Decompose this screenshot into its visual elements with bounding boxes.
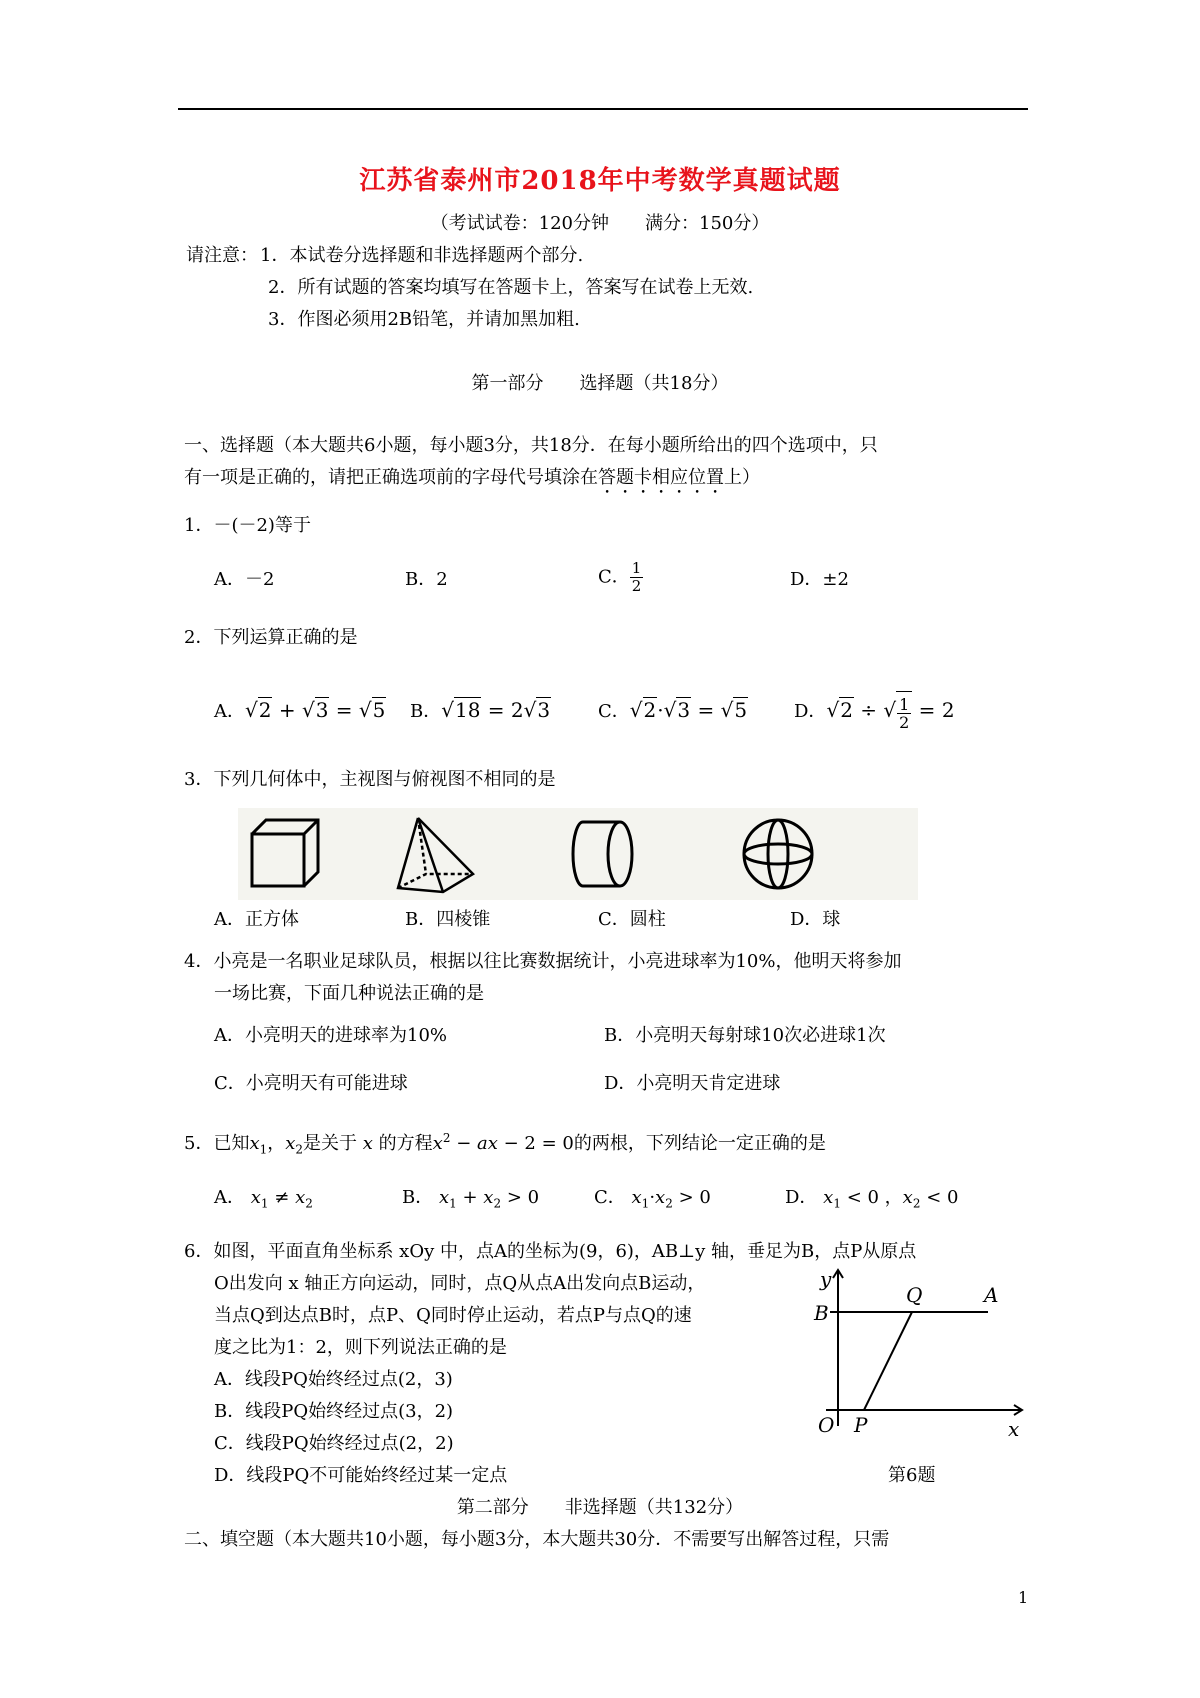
notice-item: 3．作图必须用2B铅笔，并请加黑加粗.	[268, 309, 580, 330]
q5-option-c: C． $x_1\cdot x_2 > 0$	[594, 1187, 711, 1211]
q2-option-b: B．√18 = 2√3	[410, 698, 551, 722]
label-p: P	[854, 1413, 868, 1437]
solids-svg	[238, 808, 918, 900]
q4-option-d: D．小亮明天肯定进球	[604, 1073, 781, 1094]
section-instructions: 一、选择题（本大题共6小题，每小题3分，共18分．在每小题所给出的四个选项中，只	[184, 435, 878, 456]
question-3-stem: 3．下列几何体中，主视图与俯视图不相同的是	[184, 769, 556, 790]
label-a: A	[984, 1283, 999, 1307]
segment-pq	[864, 1312, 912, 1410]
part2-heading: 第二部分 非选择题（共132分）	[456, 1497, 744, 1518]
q6-coordinate-figure	[808, 1266, 1040, 1446]
notice-label: 请注意：	[186, 245, 258, 266]
question-4-stem-line2: 一场比赛，下面几种说法正确的是	[214, 983, 484, 1004]
cylinder-figure	[573, 822, 632, 886]
q1-option-d: D．±2	[790, 569, 849, 590]
q2-option-d: D．√2 ÷ √ $\frac{1}{2}$ = 2	[794, 690, 955, 732]
q2-option-a: A．√2 + √3 = √5	[214, 698, 386, 722]
section-instructions-line2: 有一项是正确的，请把正确选项前的字母代号填涂在答题卡相应位置上）	[184, 467, 760, 488]
q5-option-d: D． $x_1 < 0$ ，$x_2 < 0$	[785, 1187, 959, 1211]
q3-option-c: C．圆柱	[598, 909, 666, 930]
fraction: $\frac{1}{2}$	[631, 559, 642, 595]
q2-option-c: C．√2·√3 = √5	[598, 698, 748, 722]
label-b: B	[814, 1301, 829, 1325]
question-6-stem-line3: 当点Q到达点B时，点P、Q同时停止运动，若点P与点Q的速	[214, 1305, 692, 1326]
q3-option-b: B．四棱锥	[405, 909, 491, 930]
q6-option-c: C．线段PQ始终经过点(2，2)	[214, 1433, 454, 1454]
q1-option-c: C． $\frac{1}{2}$	[598, 559, 642, 595]
q5-option-a: A． $x_1 \ne x_2$	[214, 1187, 313, 1211]
question-6-stem-line4: 度之比为1：2，则下列说法正确的是	[214, 1337, 507, 1358]
emphasis-text: 答题卡相应位置	[598, 467, 724, 488]
q1-option-a: A．－2	[214, 569, 275, 590]
solids-figure	[238, 808, 918, 900]
page-title: 江苏省泰州市2018年中考数学真题试题	[359, 166, 841, 196]
page-number: 1	[1018, 1588, 1029, 1607]
sphere-figure	[744, 820, 812, 888]
figure-caption: 第6题	[888, 1465, 936, 1486]
question-2-stem: 2．下列运算正确的是	[184, 627, 358, 648]
question-1-stem: 1．－(－2)等于	[184, 515, 311, 536]
label-x: x	[1008, 1417, 1020, 1441]
cube-figure	[252, 820, 318, 886]
label-o: O	[818, 1413, 835, 1437]
pyramid-figure	[398, 818, 473, 892]
question-6-stem-line2: O出发向 x 轴正方向运动，同时，点Q从点A出发向点B运动，	[214, 1273, 706, 1294]
q3-option-d: D．球	[790, 909, 841, 930]
q6-option-b: B．线段PQ始终经过点(3，2)	[214, 1401, 454, 1422]
q6-option-d: D．线段PQ不可能始终经过某一定点	[214, 1465, 508, 1486]
q3-option-a: A．正方体	[214, 909, 299, 930]
q6-option-a: A．线段PQ始终经过点(2，3)	[214, 1369, 453, 1390]
notice-item: 1．本试卷分选择题和非选择题两个部分.	[260, 245, 584, 266]
question-5-stem: 5．已知$x_1$，$x_2$是关于 x 的方程$x^2$ − ax − 2 = 0的两根，下列结论一定正确的是	[184, 1131, 826, 1157]
label-q: Q	[906, 1283, 923, 1307]
part1-heading: 第一部分 选择题（共18分）	[471, 373, 729, 394]
section-2-instructions: 二、填空题（本大题共10小题，每小题3分，本大题共30分．不需要写出解答过程，只需	[184, 1529, 890, 1550]
q1-option-b: B．2	[405, 569, 448, 590]
question-4-stem: 4．小亮是一名职业足球队员，根据以往比赛数据统计，小亮进球率为10%，他明天将参加	[184, 951, 902, 972]
q4-option-b: B．小亮明天每射球10次必进球1次	[604, 1025, 886, 1046]
label-y: y	[820, 1267, 832, 1291]
top-rule	[178, 108, 1028, 110]
exam-info: （考试试卷：120分钟 满分：150分）	[430, 213, 770, 234]
q4-option-c: C．小亮明天有可能进球	[214, 1073, 408, 1094]
question-6-stem: 6．如图，平面直角坐标系 xOy 中，点A的坐标为(9，6)，AB⊥y 轴，垂足为B，点P从原点	[184, 1241, 917, 1262]
notice-item: 2．所有试题的答案均填写在答题卡上，答案写在试卷上无效.	[268, 277, 754, 298]
q5-option-b: B． $x_1 + x_2 > 0$	[402, 1187, 540, 1211]
q4-option-a: A．小亮明天的进球率为10%	[214, 1025, 448, 1046]
